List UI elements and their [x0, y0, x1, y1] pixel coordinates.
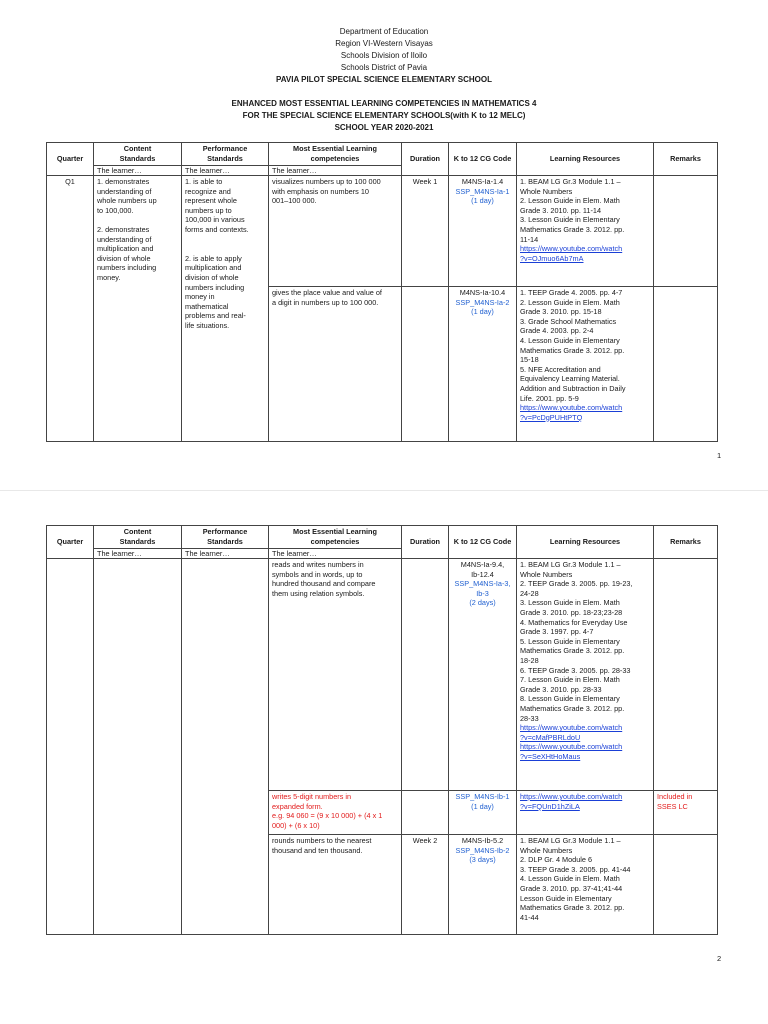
- melc-table-page-1: [46, 142, 718, 442]
- header-line: Schools District of Pavia: [340, 63, 428, 72]
- col-content-standards: Content Standards: [94, 526, 182, 549]
- resources-cell: 1. TEEP Grade 4. 2005. pp. 4-7 2. Lesson Guide in Elem. Math Grade 3. 2010. pp. 15-18 3. Grade School Mathematics Grade 4. 2003. pp. 2-4 4. Lesson Guide in Elementary Mathematics Grade 3. 2012. pp. 15-18 5. NFE Accreditation and Equivalency Learning Material. Addition and Subtraction in Daily Life. 2001. pp. 5-9 https://www.youtube.com/watch ?v=PcDgPUHtPTQ: [517, 287, 654, 442]
- youtube-link[interactable]: https://www.youtube.com/watch ?v=PcDgPUHtPTQ: [520, 403, 623, 422]
- col-remarks: Remarks: [654, 526, 718, 559]
- document-header: [0, 26, 768, 134]
- learner-label: The learner…: [94, 549, 182, 559]
- duration-cell: [402, 791, 449, 835]
- remarks-cell: [654, 835, 718, 935]
- col-resources: Learning Resources: [517, 526, 654, 559]
- col-quarter: Quarter: [47, 526, 94, 559]
- quarter-cell: [47, 559, 94, 935]
- duration-cell: Week 1: [402, 176, 449, 287]
- duration-cell: Week 2: [402, 835, 449, 935]
- col-remarks: Remarks: [654, 143, 718, 176]
- resources-cell: 1. BEAM LG Gr.3 Module 1.1 – Whole Numbers 2. TEEP Grade 3. 2005. pp. 19-23, 24-28 3. Lesson Guide in Elem. Math Grade 3. 2010. pp. 18-23;23-28 4. Mathematics for Everyday Use Grade 3. 1997. pp. 4-7 5. Lesson Guide in Elementary Mathematics Grade 3. 2012. pp. 18-28 6. TEEP Grade 3. 2005. pp. 28-33 7. Lesson Guide in Elem. Math Grade 3. 2010. pp. 28-33 8. Lesson Guide in Elementary Mathematics Grade 3. 2012. pp. 28-33 https://www.youtube.com/watch ?v=cMafPBRLdoU https://www.youtube.com/watch ?v=SeXHtHoMaus: [517, 559, 654, 791]
- code-cell: M4NS-Ia-10.4 SSP_M4NS-Ia-2 (1 day): [449, 287, 517, 442]
- document-subtitle: FOR THE SPECIAL SCIENCE ELEMENTARY SCHOOLS(with K to 12 MELC): [242, 111, 526, 120]
- content-standards-cell: 1. demonstrates understanding of whole numbers up to 100,000. 2. demonstrates understanding of multiplication and division of whole numbers including money.: [94, 176, 182, 442]
- melc-cell-added: writes 5-digit numbers in expanded form. e.g. 94 060 = (9 x 10 000) + (4 x 1 000) + (6 x 10): [269, 791, 402, 835]
- school-year: SCHOOL YEAR 2020-2021: [334, 123, 434, 132]
- header-line: Schools Division of Iloilo: [340, 51, 428, 60]
- learner-label: The learner…: [94, 166, 182, 176]
- code-cell: M4NS-Ia-1.4 SSP_M4NS-Ia-1 (1 day): [449, 176, 517, 287]
- remarks-cell: [654, 287, 718, 442]
- header-line: Department of Education: [339, 27, 429, 36]
- code-cell: M4NS-Ib-5.2 SSP_M4NS-Ib-2 (3 days): [449, 835, 517, 935]
- col-duration: Duration: [402, 143, 449, 176]
- resources-cell: 1. BEAM LG Gr.3 Module 1.1 – Whole Numbers 2. Lesson Guide in Elem. Math Grade 3. 2010. pp. 11-14 3. Lesson Guide in Elementary Mathematics Grade 3. 2012. pp. 11-14 https://www.youtube.com/watch ?v=OJmuo6Ab7mA: [517, 176, 654, 287]
- learner-label: The learner…: [269, 549, 402, 559]
- performance-standards-cell: [182, 559, 269, 935]
- duration-cell: [402, 559, 449, 791]
- youtube-link[interactable]: https://www.youtube.com/watch ?v=FQUnD1hZiLA: [520, 792, 623, 811]
- remarks-cell: [654, 559, 718, 791]
- content-standards-cell: [94, 559, 182, 935]
- quarter-cell: Q1: [47, 176, 94, 442]
- melc-cell: visualizes numbers up to 100 000 with emphasis on numbers 10 001–100 000.: [269, 176, 402, 287]
- page-number: 1: [717, 451, 722, 460]
- col-code: K to 12 CG Code: [449, 143, 517, 176]
- learner-label: The learner…: [182, 549, 269, 559]
- remarks-cell: [654, 176, 718, 287]
- melc-table-page-2: [46, 525, 718, 935]
- col-melc: Most Essential Learning competencies: [269, 526, 402, 549]
- youtube-link[interactable]: https://www.youtube.com/watch ?v=OJmuo6Ab7mA: [520, 244, 623, 263]
- melc-cell: gives the place value and value of a digit in numbers up to 100 000.: [269, 287, 402, 442]
- melc-cell: reads and writes numbers in symbols and in words, up to hundred thousand and compare them using relation symbols.: [269, 559, 402, 791]
- youtube-link[interactable]: https://www.youtube.com/watch ?v=cMafPBRLdoU: [520, 723, 623, 742]
- header-line: Region VI-Western Visayas: [335, 39, 433, 48]
- col-performance-standards: Performance Standards: [182, 143, 269, 166]
- col-content-standards: Content Standards: [94, 143, 182, 166]
- code-cell: SSP_M4NS-Ib-1 (1 day): [449, 791, 517, 835]
- performance-standards-cell: 1. is able to recognize and represent whole numbers up to 100,000 in various forms and contexts. 2. is able to apply multiplication and division of whole numbers including money in mathematical problems and real- life situations.: [182, 176, 269, 442]
- youtube-link[interactable]: https://www.youtube.com/watch ?v=SeXHtHoMaus: [520, 742, 623, 761]
- learner-label: The learner…: [182, 166, 269, 176]
- page-separator: [0, 490, 768, 491]
- resources-cell: 1. BEAM LG Gr.3 Module 1.1 – Whole Numbers 2. DLP Gr. 4 Module 6 3. TEEP Grade 3. 2005. pp. 41-44 4. Lesson Guide in Elem. Math Grade 3. 2010. pp. 37-41;41-44 Lesson Guide in Elementary Mathematics Grade 3. 2012. pp. 41-44: [517, 835, 654, 935]
- col-quarter: Quarter: [47, 143, 94, 176]
- col-code: K to 12 CG Code: [449, 526, 517, 559]
- col-melc: Most Essential Learning competencies: [269, 143, 402, 166]
- document-title: ENHANCED MOST ESSENTIAL LEARNING COMPETENCIES IN MATHEMATICS 4: [231, 99, 537, 108]
- duration-cell: [402, 287, 449, 442]
- remarks-cell: Included in SSES LC: [654, 791, 718, 835]
- page-number: 2: [717, 954, 722, 963]
- learner-label: The learner…: [269, 166, 402, 176]
- col-duration: Duration: [402, 526, 449, 559]
- resources-cell: [517, 791, 654, 835]
- melc-cell: rounds numbers to the nearest thousand and ten thousand.: [269, 835, 402, 935]
- col-performance-standards: Performance Standards: [182, 526, 269, 549]
- col-resources: Learning Resources: [517, 143, 654, 176]
- school-name: PAVIA PILOT SPECIAL SCIENCE ELEMENTARY SCHOOL: [275, 75, 493, 84]
- code-cell: M4NS-Ia-9.4, Ib-12.4 SSP_M4NS-Ia-3, Ib-3 (2 days): [449, 559, 517, 791]
